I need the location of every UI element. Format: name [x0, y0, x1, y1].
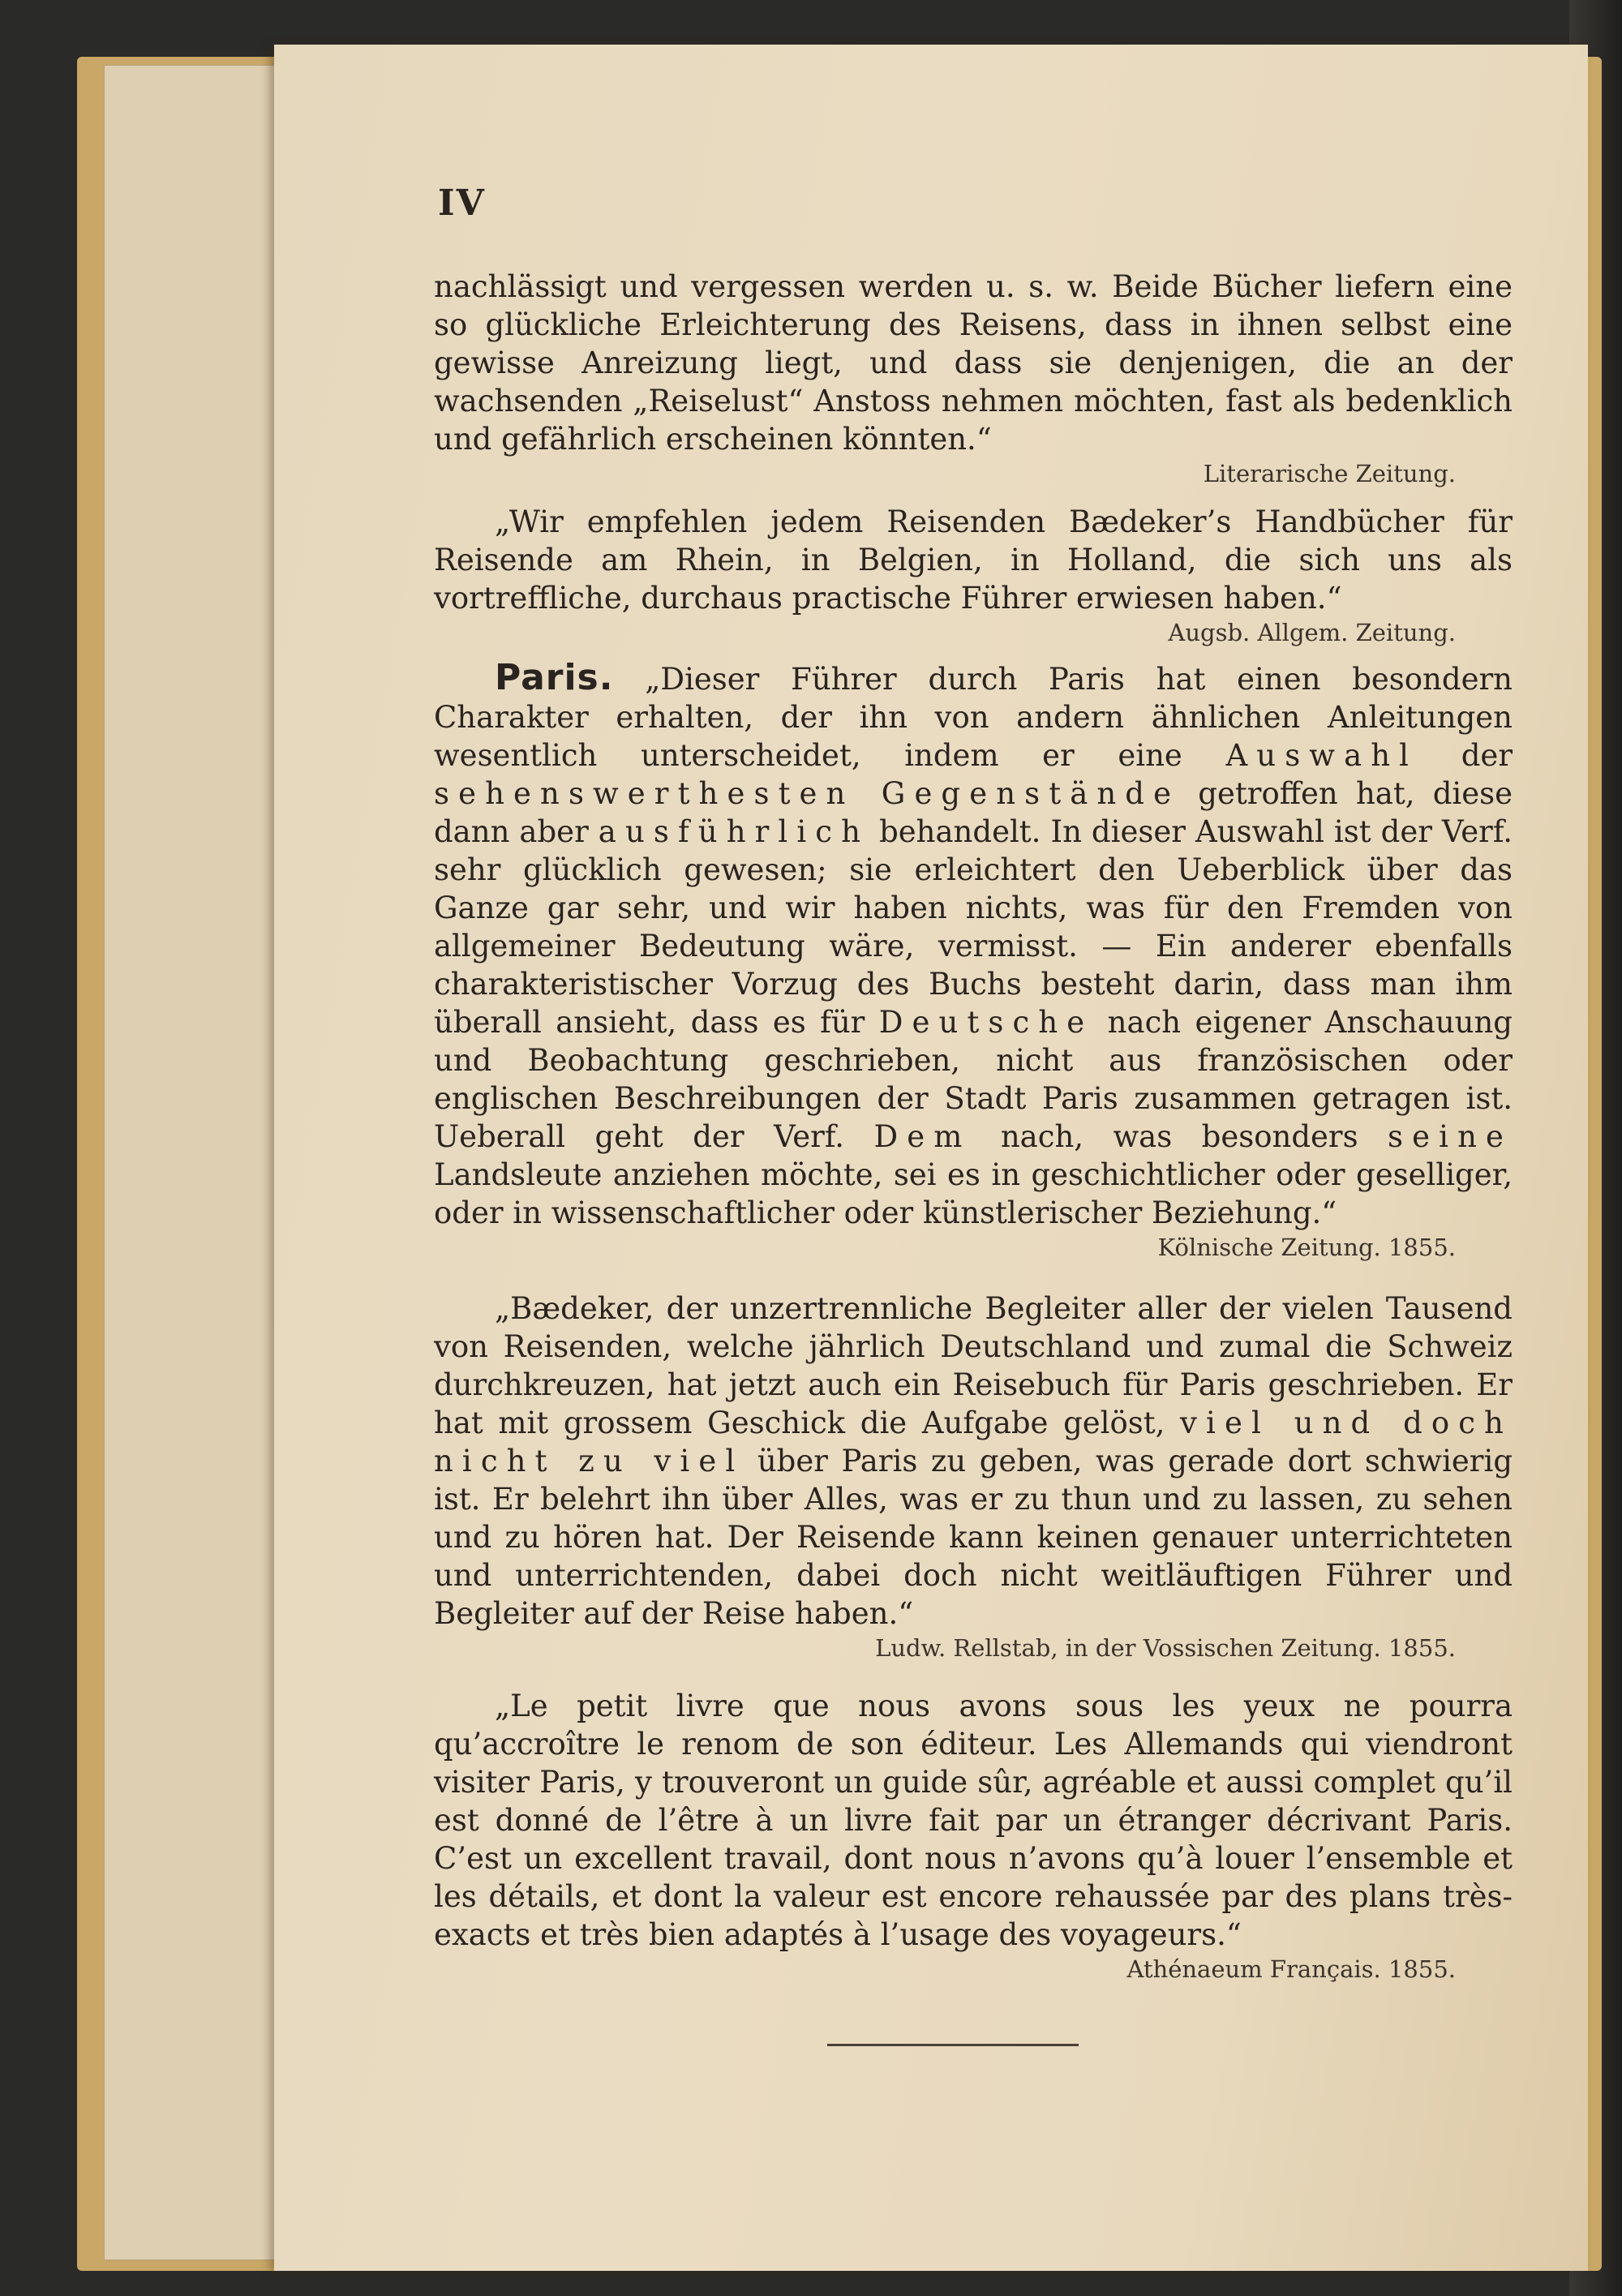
quote-text: [434, 659, 1513, 1232]
quote-source: Kölnische Zeitung. 1855.: [1157, 1234, 1456, 1261]
text-segment: „Dieser Führer durch Paris hat einen besondern Charakter erhalten, der ihn von andern ähnlichen Anleitungen wesentlich unterscheidet, indem er eine: [434, 662, 1513, 773]
spaced-emphasis: Auswahl: [1225, 738, 1418, 773]
paris-heading: Paris.: [495, 657, 614, 698]
text-segment: behandelt. In dieser Auswahl ist der Verf. sehr glücklich gewesen; sie erleichtert den Ueberblick über das Ganze gar sehr, und wir haben nichts, was für den Fremden von allgemeiner Bedeutung wäre, vermisst. — Ein anderer ebenfalls charakteristischer Vorzug des Buchs besteht darin, dass man ihm überall ansieht, dass es für: [434, 814, 1513, 1040]
text-segment: getroffen hat, diese dann aber: [434, 776, 1513, 849]
spaced-emphasis: sehenswerthesten Gegenstände: [434, 776, 1181, 811]
quote-rellstab: [434, 1290, 1513, 1663]
text-segment: nach, was besonders: [971, 1119, 1388, 1154]
quote-koelnische: [434, 659, 1513, 1263]
spaced-emphasis: viel und doch nicht zu viel: [434, 1405, 1513, 1478]
quote-text: [434, 1290, 1513, 1633]
text-segment: über Paris zu geben, was gerade dort schwierig ist. Er belehrt ihn über Alles, was er zu thun und zu lassen, zu sehen und zu hören hat. Der Reisende kann keinen genauer unterrichteten und unterrichtenden, dabei doch nicht weitläuftigen Führer und Begleiter auf der Reise haben.“: [434, 1444, 1513, 1631]
quote-text: nachlässigt und vergessen werden u. s. w. Beide Bücher liefern eine so glückliche Erleichterung des Reisens, dass in ihnen selbst eine gewisse Anreizung liegt, und dass sie denjenigen, die an der wachsenden „Reiselust“ Anstoss nehmen möchten, fast als bedenklich und gefährlich erscheinen könnten.“: [434, 269, 1513, 457]
quote-athenaeum: [434, 1687, 1513, 1985]
closing-rule: [827, 2044, 1079, 2046]
spaced-emphasis: Dem: [873, 1119, 972, 1154]
quote-text: „Le petit livre que nous avons sous les yeux ne pourra qu’accroître le renom de son éditeur. Les Allemands qui viendront visiter Paris, y trouveront un guide sûr, agréable et aussi complet qu’il est donné de l’être à un livre fait par un étranger décrivant Paris. C’est un excellent travail, dont nous n’avons qu’à louer l’ensemble et les détails, et dont la valeur est encore rehaussée par des plans très-exacts et très bien adaptés à l’usage des voyageurs.“: [434, 1689, 1513, 1952]
text-segment: der: [1418, 738, 1513, 773]
quote-text: „Wir empfehlen jedem Reisenden Bædeker’s Handbücher für Reisende am Rhein, in Belgien, in Holland, die sich uns als vortreffliche, durchaus practische Führer erwiesen haben.“: [434, 504, 1513, 616]
spaced-emphasis: ausführlich: [598, 814, 870, 849]
text-segment: „Bædeker, der unzertrennliche Begleiter aller der vielen Tausend von Reisenden, welche jährlich Deutschland und zumal die Schweiz durchkreuzen, hat jetzt auch ein Reisebuch für Paris geschrieben. Er hat mit grossem Geschick die Aufgabe gelöst,: [434, 1291, 1513, 1440]
quote-literarische: [434, 268, 1513, 489]
text-segment: Landsleute anziehen möchte, sei es in geschichtlicher oder geselliger, oder in wissenschaftlicher oder künstlerischer Beziehung.“: [434, 1157, 1513, 1230]
quote-augsburger: [434, 503, 1513, 648]
quote-source: Literarische Zeitung.: [1203, 460, 1456, 487]
quote-source: Ludw. Rellstab, in der Vossischen Zeitung. 1855.: [875, 1634, 1456, 1662]
page-number: IV: [438, 182, 486, 224]
quote-source: Athénaeum Français. 1855.: [1126, 1955, 1456, 1983]
spaced-emphasis: seine: [1388, 1119, 1513, 1154]
text-segment: nach eigener Anschauung und Beobachtung geschrieben, nicht aus französischen oder englischen Beschreibungen der Stadt Paris zusammen getragen ist. Ueberall geht der Verf.: [434, 1005, 1513, 1154]
quote-source: Augsb. Allgem. Zeitung.: [1168, 619, 1456, 646]
spaced-emphasis: Deutsche: [878, 1005, 1094, 1040]
